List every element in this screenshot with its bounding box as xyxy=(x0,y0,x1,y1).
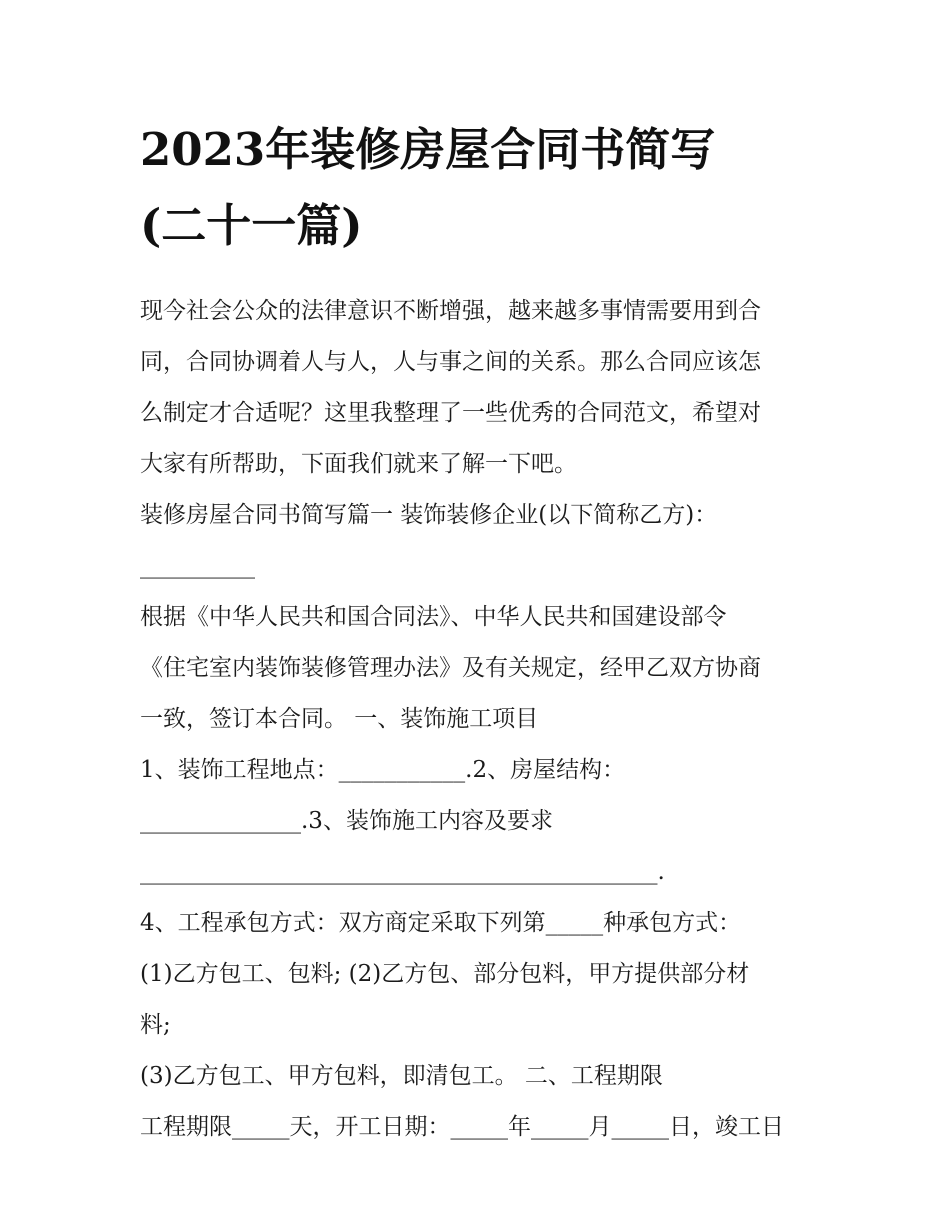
body-line: 装修房屋合同书简写篇一 装饰装修企业(以下简称乙方)： xyxy=(140,502,718,528)
contract-body xyxy=(140,490,820,1153)
document-title xyxy=(140,112,820,264)
body-line: 1、装饰工程地点：___________.2、房屋结构： xyxy=(140,757,626,783)
intro-line: 现今社会公众的法律意识不断增强，越来越多事情需要用到合 xyxy=(140,298,761,324)
body-line: ______________.3、装饰施工内容及要求 xyxy=(140,808,553,834)
body-line: 工程期限_____天，开工日期：_____年_____月_____日，竣工日 xyxy=(140,1114,784,1140)
intro-line: 大家有所帮助，下面我们就来了解一下吧。 xyxy=(140,451,577,477)
body-line: 料; xyxy=(140,1012,171,1038)
body-line-blank: __________ xyxy=(140,553,255,579)
body-line: 一致，签订本合同。 一、装饰施工项目 xyxy=(140,706,539,732)
document-page xyxy=(140,112,820,1153)
body-line: (3)乙方包工、甲方包料，即清包工。 二、工程期限 xyxy=(140,1063,663,1089)
body-line: 《住宅室内装饰装修管理办法》及有关规定，经甲乙双方协商 xyxy=(140,655,761,681)
intro-paragraph xyxy=(140,286,820,490)
body-line: 4、工程承包方式：双方商定采取下列第_____种承包方式： xyxy=(140,910,742,936)
intro-line: 同，合同协调着人与人，人与事之间的关系。那么合同应该怎 xyxy=(140,349,761,375)
title-line-2: (二十一篇) xyxy=(140,199,363,252)
title-line-1: 2023年装修房屋合同书简写 xyxy=(140,123,716,176)
body-line: 根据《中华人民共和国合同法》、中华人民共和国建设部令 xyxy=(140,604,727,630)
body-line: _____________________________________________. xyxy=(140,859,665,885)
body-line: (1)乙方包工、包料; (2)乙方包、部分包料，甲方提供部分材 xyxy=(140,961,750,987)
intro-line: 么制定才合适呢？这里我整理了一些优秀的合同范文，希望对 xyxy=(140,400,761,426)
